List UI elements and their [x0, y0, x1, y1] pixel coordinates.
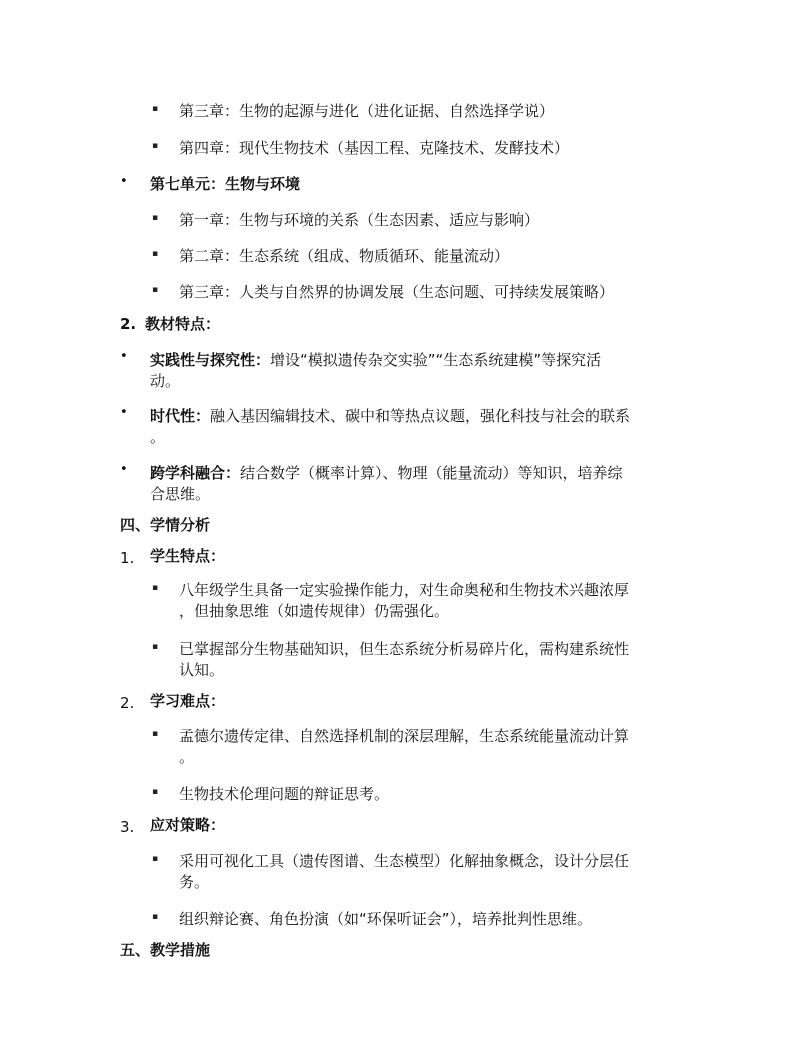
chapter-item: 第三章：生物的起源与进化（进化证据、自然选择学说） — [179, 102, 555, 120]
square-bullet-icon: ▪ — [152, 787, 159, 797]
bullet-icon: • — [120, 349, 128, 364]
bullet-icon: • — [120, 462, 128, 477]
square-bullet-icon: ▪ — [152, 729, 159, 739]
feature-label: 跨学科融合： — [150, 464, 241, 482]
chapter-item: 第一章：生物与环境的关系（生态因素、适应与影响） — [179, 211, 540, 229]
feature-label: 时代性： — [150, 407, 211, 425]
square-bullet-icon: ▪ — [152, 141, 159, 151]
chapter-item: 第二章：生态系统（组成、物质循环、能量流动） — [179, 247, 510, 265]
list-number: 2. — [120, 694, 135, 712]
square-bullet-icon: ▪ — [152, 213, 159, 223]
list-item: 八年级学生具备一定实验操作能力，对生命奥秘和生物技术兴趣浓厚 — [179, 581, 630, 599]
square-bullet-icon: ▪ — [152, 285, 159, 295]
chapter-item: 第三章：人类与自然界的协调发展（生态问题、可持续发展策略） — [179, 283, 615, 301]
list-number: 2. — [120, 315, 137, 333]
feature-item — [150, 350, 601, 370]
subsection-title: 学生特点： — [150, 547, 226, 565]
subsection-title: 应对策略： — [150, 816, 226, 834]
feature-label: 实践性与探究性： — [150, 351, 271, 369]
feature-text: 结合数学（概率计算）、物理（能量流动）等知识，培养综 — [240, 464, 623, 482]
square-bullet-icon: ▪ — [152, 912, 159, 922]
list-item: 已掌握部分生物基础知识，但生态系统分析易碎片化，需构建系统性 — [179, 640, 630, 658]
feature-item — [150, 406, 630, 426]
list-item: 采用可视化工具（遗传图谱、生态模型）化解抽象概念，设计分层任 — [179, 852, 630, 870]
subsection-title: 学习难点： — [150, 692, 226, 710]
subsection-title: 教材特点： — [145, 315, 221, 333]
list-number: 1. — [120, 549, 135, 567]
square-bullet-icon: ▪ — [152, 854, 159, 864]
chapter-item: 第四章：现代生物技术（基因工程、克隆技术、发酵技术） — [179, 139, 570, 157]
bullet-icon: • — [120, 405, 128, 420]
section-heading: 五、教学措施 — [120, 941, 211, 959]
square-bullet-icon: ▪ — [152, 583, 159, 593]
feature-text-continued: 合思维。 — [150, 485, 211, 503]
square-bullet-icon: ▪ — [152, 104, 159, 114]
list-item: 孟德尔遗传定律、自然选择机制的深层理解，生态系统能量流动计算 — [179, 727, 630, 745]
list-number: 3. — [120, 818, 135, 836]
square-bullet-icon: ▪ — [152, 249, 159, 259]
feature-item — [150, 463, 623, 483]
feature-text: 增设“模拟遗传杂交实验”“生态系统建模”等探究活 — [270, 351, 602, 369]
square-bullet-icon: ▪ — [152, 642, 159, 652]
section-heading: 四、学情分析 — [120, 516, 211, 534]
feature-text-continued: 。 — [150, 428, 166, 446]
feature-text: 融入基因编辑技术、碳中和等热点议题，强化科技与社会的联系 — [210, 407, 631, 425]
list-item-continued: 认知。 — [179, 661, 225, 679]
feature-text-continued: 动。 — [150, 372, 181, 390]
unit-title: 第七单元：生物与环境 — [150, 175, 301, 193]
bullet-icon: • — [120, 174, 128, 189]
list-item: 组织辩论赛、角色扮演（如“环保听证会”），培养批判性思维。 — [179, 910, 593, 928]
list-item-continued: 务。 — [179, 873, 210, 891]
list-item: 生物技术伦理问题的辩证思考。 — [179, 785, 390, 803]
list-item-continued: ，但抽象思维（如遗传规律）仍需强化。 — [179, 602, 450, 620]
list-item-continued: 。 — [179, 748, 195, 766]
